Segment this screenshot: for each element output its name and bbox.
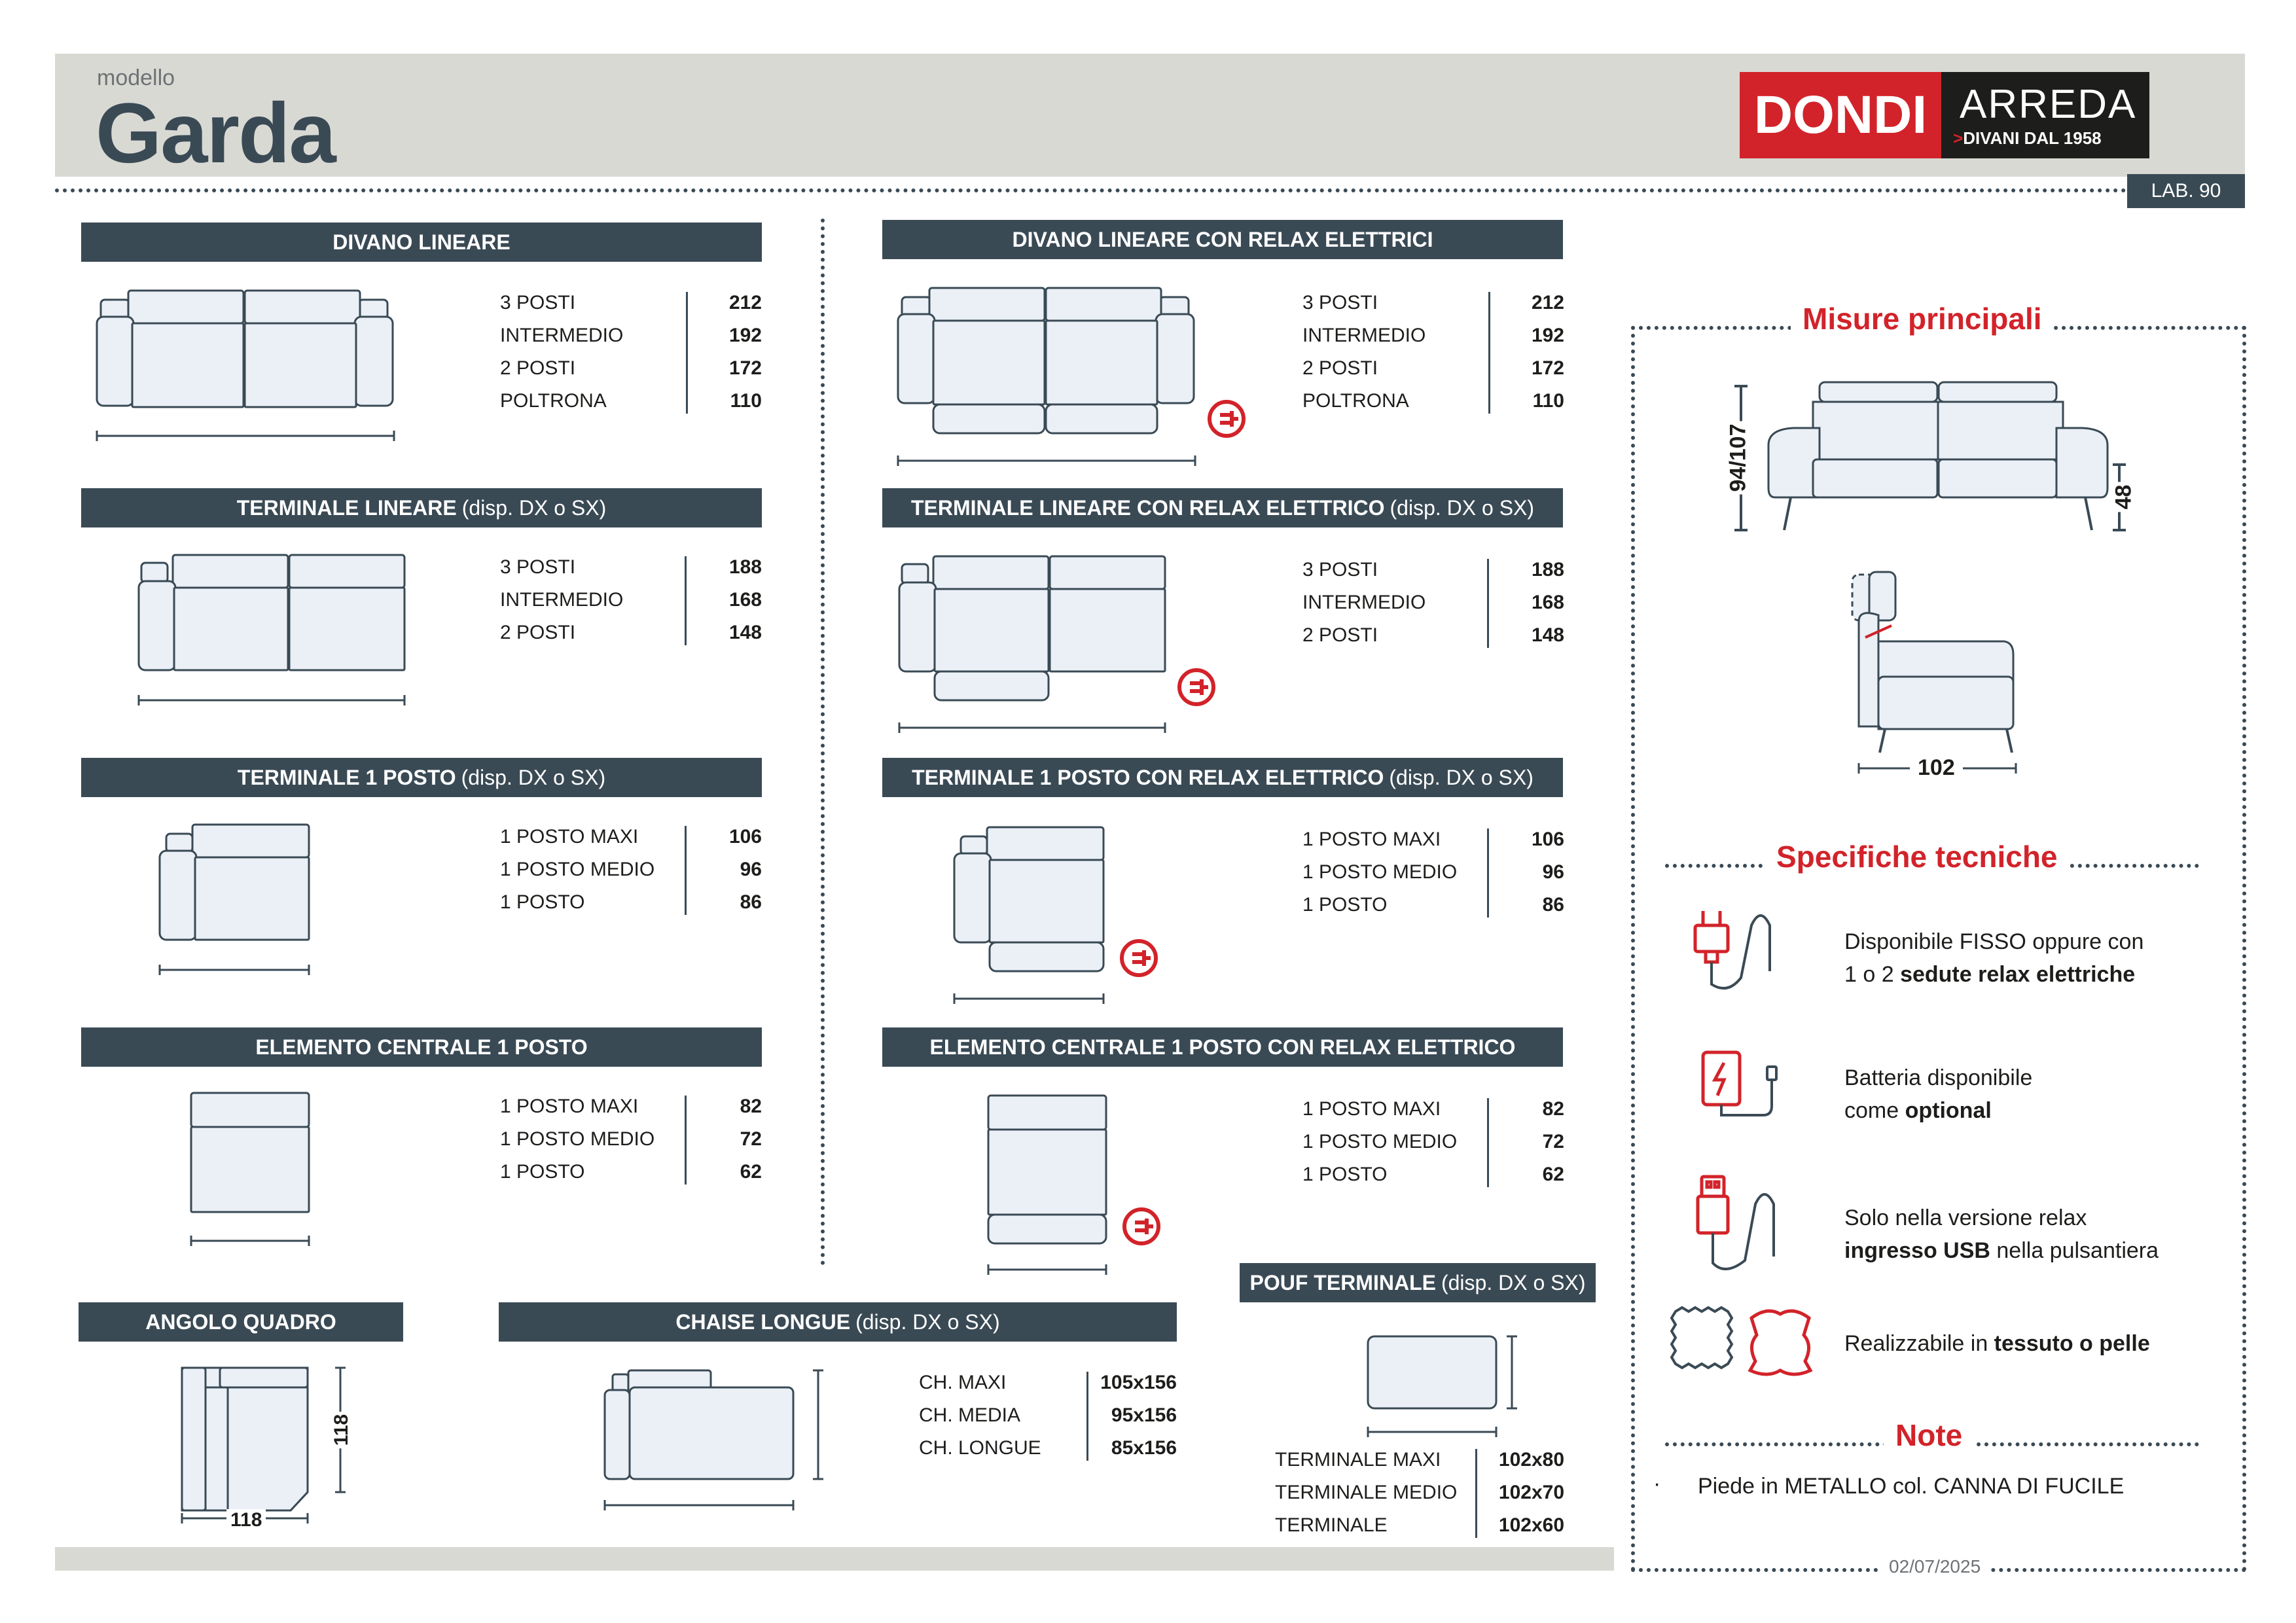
spec-item (1844, 1202, 2159, 1267)
row-value: 148 (1531, 624, 1564, 646)
fabric-leather-icon (1669, 1305, 1826, 1390)
row-value: 95x156 (1111, 1404, 1177, 1426)
angolo-quadro-drawing (173, 1361, 363, 1538)
spec-line (1844, 1234, 2159, 1267)
section-title-terminale-1-posto (81, 758, 762, 797)
title-note: (disp. DX o SX) (855, 1310, 1000, 1334)
title-text: TERMINALE 1 POSTO (237, 765, 456, 789)
document-date: 02/07/2025 (1880, 1556, 1990, 1577)
spec-line (1844, 958, 2144, 991)
row-value: 168 (728, 589, 762, 611)
usb-icon (1693, 1171, 1791, 1283)
elemento-centrale-relax-drawing (986, 1093, 1175, 1276)
dims-separator (1086, 1372, 1088, 1461)
title-text: TERMINALE LINEARE CON RELAX ELETTRICO (910, 495, 1385, 520)
spec-line: Solo nella versione relax (1844, 1205, 2087, 1230)
row-label: INTERMEDIO (500, 325, 624, 346)
title-text: DIVANO LINEARE CON RELAX ELETTRICI (1012, 227, 1433, 251)
spec-bold: optional (1905, 1098, 1992, 1123)
row-label: 3 POSTI (1302, 559, 1378, 580)
relax-icon (1179, 670, 1213, 704)
row-value: 106 (728, 826, 762, 847)
angolo-dim-width: 118 (226, 1509, 266, 1531)
dim-height: 94/107 (1726, 421, 1751, 495)
spec-line (1844, 1094, 2032, 1127)
row-value: 110 (1532, 390, 1564, 412)
column-divider (821, 219, 825, 1266)
plug-icon (1689, 899, 1787, 997)
relax-icon (1210, 402, 1244, 436)
row-value: 72 (740, 1128, 762, 1150)
dims-separator (1475, 1449, 1477, 1538)
relax-icon (1122, 941, 1156, 975)
specs-title: Specifiche tecniche (1765, 839, 2070, 874)
row-label: 1 POSTO MEDIO (1302, 861, 1458, 883)
row-label: 1 POSTO MAXI (1302, 1098, 1441, 1120)
row-value: 72 (1542, 1131, 1564, 1152)
brand-tagline (1953, 128, 2102, 149)
row-value: 105x156 (1100, 1372, 1177, 1393)
dim-seat: 48 (2111, 482, 2136, 512)
chaise-longue-drawing (601, 1368, 823, 1518)
row-value: 86 (740, 891, 762, 913)
footer-band (55, 1547, 1614, 1571)
section-title-angolo-quadro (79, 1302, 403, 1342)
row-label: 2 POSTI (1302, 357, 1378, 379)
misure-title: Misure principali (1791, 301, 2054, 336)
row-label: 1 POSTO (1302, 894, 1388, 916)
row-label: INTERMEDIO (1302, 592, 1426, 613)
spec-item (1844, 1327, 2150, 1360)
model-name: Garda (96, 85, 335, 181)
elemento-centrale-drawing (188, 1090, 315, 1254)
row-label: 3 POSTI (500, 292, 576, 313)
tagline-mark: > (1953, 128, 1964, 148)
row-label: TERMINALE MEDIO (1275, 1482, 1458, 1503)
row-label: POLTRONA (1302, 390, 1409, 412)
row-value: 102x60 (1498, 1514, 1564, 1536)
row-value: 96 (740, 859, 762, 880)
brand-logo (1740, 72, 2149, 158)
row-label: 1 POSTO MAXI (500, 826, 639, 847)
row-label: 3 POSTI (500, 556, 576, 578)
title-text: TERMINALE LINEARE (236, 495, 457, 520)
title-text: DIVANO LINEARE (332, 230, 511, 254)
row-value: 212 (728, 292, 762, 313)
spec-text: Realizzabile in (1844, 1331, 1994, 1356)
angolo-dim-height: 118 (331, 1412, 353, 1448)
title-text: TERMINALE 1 POSTO CON RELAX ELETTRICO (912, 765, 1384, 789)
header-divider (55, 188, 2245, 192)
sofa-front-drawing (1721, 373, 2127, 543)
row-label: 1 POSTO (1302, 1164, 1388, 1185)
row-label: 1 POSTO MAXI (500, 1096, 639, 1117)
divano-relax-drawing (895, 285, 1255, 469)
section-title-elemento-centrale-relax (882, 1027, 1563, 1067)
tagline-text: DIVANI DAL 1958 (1963, 128, 2102, 148)
row-value: 188 (1531, 559, 1564, 580)
row-value: 96 (1542, 861, 1564, 883)
row-value: 102x80 (1498, 1449, 1564, 1471)
row-label: 1 POSTO MEDIO (500, 1128, 655, 1150)
row-value: 188 (728, 556, 762, 578)
brand-secondary-block (1941, 72, 2149, 158)
spec-bold: ingresso USB (1844, 1238, 1990, 1263)
spec-text: come (1844, 1098, 1905, 1123)
title-note: (disp. DX o SX) (461, 495, 607, 520)
terminale-lineare-relax-drawing (897, 554, 1224, 737)
spec-item (1844, 925, 2144, 991)
dim-depth: 102 (1910, 755, 1963, 781)
row-label: 2 POSTI (500, 622, 576, 643)
row-label: 3 POSTI (1302, 292, 1378, 313)
model-label: modello (97, 65, 175, 90)
section-title-divano-relax (882, 220, 1563, 259)
title-text: ANGOLO QUADRO (145, 1310, 336, 1334)
spec-text: 1 o 2 (1844, 962, 1901, 987)
row-label: TERMINALE MAXI (1275, 1449, 1441, 1471)
row-value: 106 (1531, 829, 1564, 850)
row-label: 1 POSTO MEDIO (1302, 1131, 1458, 1152)
row-value: 85x156 (1111, 1437, 1177, 1459)
row-value: 212 (1531, 292, 1564, 313)
row-label: POLTRONA (500, 390, 607, 412)
terminale-1-posto-relax-drawing (952, 825, 1174, 1008)
row-value: 86 (1542, 894, 1564, 916)
row-label: CH. LONGUE (919, 1437, 1041, 1459)
terminale-lineare-drawing (136, 552, 408, 709)
title-text: CHAISE LONGUE (675, 1310, 851, 1334)
section-title-divano-lineare (81, 223, 762, 262)
title-text: POUF TERMINALE (1249, 1270, 1436, 1294)
relax-icon (1124, 1209, 1158, 1243)
note-bullet: · (1653, 1471, 1661, 1496)
brand-primary: DONDI (1740, 72, 1941, 158)
row-label: CH. MEDIA (919, 1404, 1021, 1426)
spec-text: nella pulsantiera (1990, 1238, 2159, 1263)
row-label: 2 POSTI (1302, 624, 1378, 646)
row-label: 1 POSTO MEDIO (500, 859, 655, 880)
row-value: 148 (728, 622, 762, 643)
title-note: (disp. DX o SX) (1441, 1270, 1586, 1294)
row-label: 1 POSTO (500, 891, 585, 913)
title-note: (disp. DX o SX) (461, 765, 606, 789)
lab-badge: LAB. 90 (2127, 174, 2245, 208)
row-label: INTERMEDIO (500, 589, 624, 611)
row-value: 168 (1531, 592, 1564, 613)
row-value: 192 (1531, 325, 1564, 346)
spec-bold: sedute relax elettriche (1900, 962, 2136, 987)
row-value: 172 (1531, 357, 1564, 379)
row-value: 62 (1542, 1164, 1564, 1185)
row-value: 110 (730, 390, 762, 412)
row-value: 192 (728, 325, 762, 346)
spec-line: Batteria disponibile (1844, 1065, 2033, 1090)
note-title: Note (1884, 1418, 1974, 1453)
terminale-1-posto-drawing (157, 822, 314, 979)
title-note: (disp. DX o SX) (1390, 495, 1535, 520)
row-label: TERMINALE (1275, 1514, 1388, 1536)
title-text: ELEMENTO CENTRALE 1 POSTO CON RELAX ELETTRICO (929, 1035, 1516, 1059)
spec-line: Disponibile FISSO oppure con (1844, 929, 2144, 954)
row-label: INTERMEDIO (1302, 325, 1426, 346)
battery-icon (1695, 1043, 1793, 1141)
section-title-terminale-lineare (81, 488, 762, 527)
row-value: 102x70 (1498, 1482, 1564, 1503)
section-title-pouf-terminale (1240, 1263, 1596, 1302)
section-title-elemento-centrale (81, 1027, 762, 1067)
row-label: CH. MAXI (919, 1372, 1007, 1393)
row-label: 1 POSTO MAXI (1302, 829, 1441, 850)
spec-item (1844, 1061, 2032, 1127)
section-title-terminale-lineare-relax (882, 488, 1563, 527)
spec-line (1844, 1327, 2150, 1360)
title-note: (disp. DX o SX) (1389, 765, 1534, 789)
title-text: ELEMENTO CENTRALE 1 POSTO (255, 1035, 588, 1059)
row-value: 62 (740, 1161, 762, 1183)
sofa-side-drawing (1833, 569, 2029, 779)
section-title-terminale-1-posto-relax (882, 758, 1563, 797)
row-value: 82 (1542, 1098, 1564, 1120)
divano-lineare-drawing (94, 288, 399, 445)
section-title-chaise-longue (499, 1302, 1177, 1342)
brand-secondary: ARREDA (1960, 82, 2137, 127)
row-value: 172 (728, 357, 762, 379)
row-label: 2 POSTI (500, 357, 576, 379)
spec-bold: tessuto o pelle (1994, 1331, 2150, 1356)
note-text: Piede in METALLO col. CANNA DI FUCILE (1698, 1474, 2125, 1499)
row-value: 82 (740, 1096, 762, 1117)
pouf-terminale-drawing (1364, 1332, 1521, 1444)
row-label: 1 POSTO (500, 1161, 585, 1183)
